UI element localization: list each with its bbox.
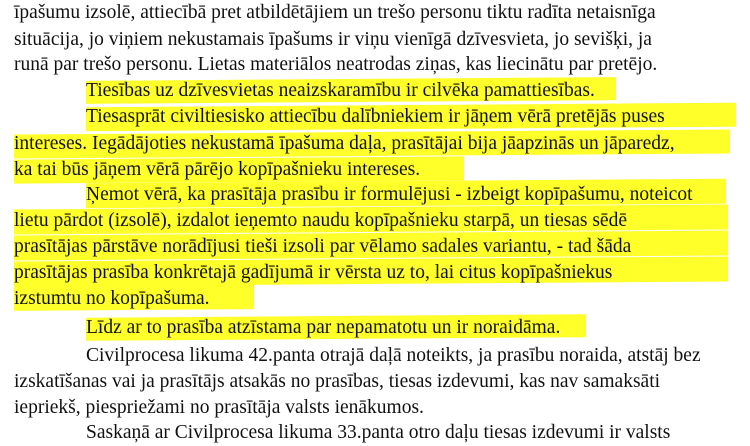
- text-line-content: Civilprocesa likuma 42.panta otrajā daļā noteikts, ja prasību noraida, atstāj bez: [86, 345, 701, 366]
- text-line-content: iepriekš, piespriežami no prasītāja valsts ienākumos.: [14, 397, 424, 418]
- text-line: [86, 78, 750, 104]
- text-line: [14, 0, 750, 26]
- text-line: [14, 395, 750, 421]
- text-line-content: lietu pārdot (izsolē), izdalot ieņemto naudu kopīpašnieku starpā, un tiesas sēdē: [14, 210, 627, 231]
- text-line-content: Tiesības uz dzīvesvietas neaizskaramību ir cilvēka pamattiesības.: [86, 80, 595, 101]
- text-line-content: runā par trešo personu. Lietas materiālos neatrodas ziņas, kas liecinātu par pretējo.: [14, 54, 658, 75]
- text-line-content: Ņemot vērā, ka prasītāja prasību ir formulējusi - izbeigt kopīpašumu, noteicot: [86, 184, 693, 205]
- text-line-content: Saskaņā ar Civilprocesa likuma 33.panta otro daļu tiesas izdevumi ir valsts: [86, 422, 671, 443]
- text-line-content: Līdz ar to prasība atzīstama par nepamatotu un ir noraidāma.: [86, 317, 561, 338]
- text-line: [14, 131, 750, 157]
- text-line: [86, 104, 750, 130]
- text-line-content: situācija, jo viņiem nekustamais īpašums ir viņu vienīgā dzīvesvieta, jo sevišķi, ja: [14, 29, 652, 50]
- text-line: [86, 420, 750, 446]
- text-line: [14, 27, 750, 53]
- text-line-content: ka tai būs jāņem vērā pārējo kopīpašnieku intereses.: [14, 159, 421, 180]
- text-line-content: Tiesasprāt civiltiesisko attiecību dalībniekiem ir jāņem vērā pretējās puses: [86, 106, 665, 127]
- text-line-content: intereses. Iegādājoties nekustamā īpašuma daļa, prasītājai bija jāapzinās un jāparedz,: [14, 133, 675, 154]
- text-line-content: izstumtu no kopīpašuma.: [14, 288, 210, 309]
- text-line: [14, 369, 750, 395]
- text-line-content: izskatīšanas vai ja prasītājs atsakās no prasības, tiesas izdevumi, kas nav samaksāti: [14, 371, 661, 392]
- text-line: [86, 315, 750, 341]
- text-line-content: prasītājas prasība konkrētajā gadījumā ir vērsta uz to, lai citus kopīpašniekus: [14, 262, 613, 283]
- text-line: [86, 182, 750, 208]
- text-line-content: prasītājas pārstāve norādījusi tieši izsoli par vēlamo sadales variantu, - tad šāda: [14, 236, 632, 257]
- text-line: [14, 52, 750, 78]
- text-line-content: īpašumu izsolē, attiecībā pret atbildētājiem un trešo personu tiktu radīta netaisnīga: [14, 2, 656, 23]
- text-line: [86, 343, 750, 369]
- text-line: [14, 286, 750, 312]
